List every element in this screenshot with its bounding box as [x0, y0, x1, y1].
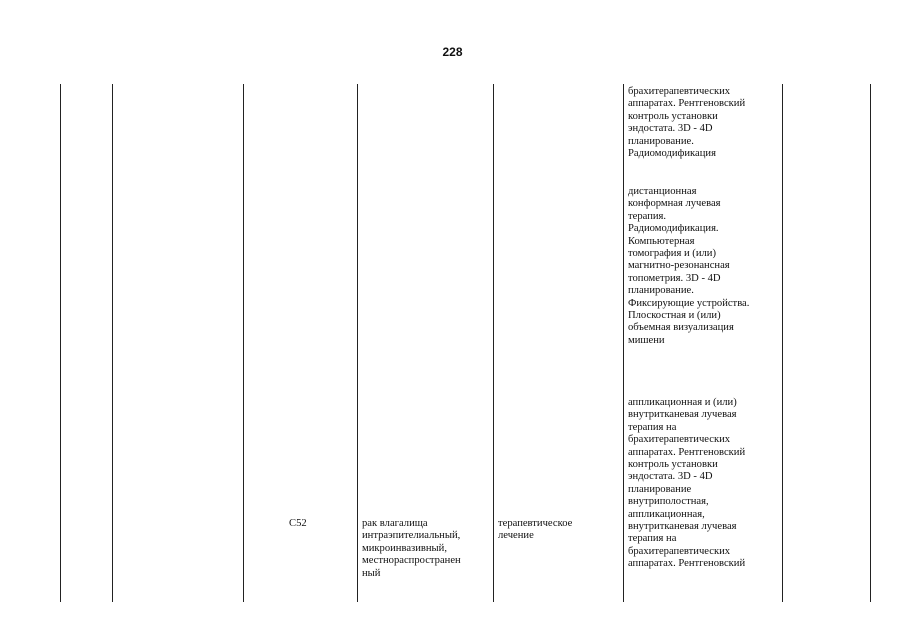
- treatment-method-block: брахитерапевтических аппаратах. Рентгеновский контроль установки эндостата. 3D - 4D планирование. Радиомодификация: [628, 86, 746, 160]
- column-divider: [112, 84, 113, 602]
- column-divider: [357, 84, 358, 602]
- column-divider: [623, 84, 624, 602]
- treatment-method-block: аппликационная и (или) внутритканевая лучевая терапия на брахитерапевтических аппаратах. Рентгеновский контроль установки эндостата. 3D - 4D планирование внутриполостная, аппликационная, внутритканевая лучевая терапия на брахитерапевтических аппаратах. Рентгеновский: [628, 397, 746, 570]
- column-divider: [243, 84, 244, 602]
- treatment-method-block: дистанционная конформная лучевая терапия. Радиомодификация. Компьютерная томография и (или) магнитно-резонансная топометрия. 3D - 4D планирование. Фиксирующие устройства. Плоскостная и (или) объемная визуализация мишени: [628, 186, 750, 346]
- diagnosis-description: рак влагалища интраэпителиальный, микроинвазивный, местнораспространен ный: [362, 518, 461, 579]
- treatment-type: терапевтическое лечение: [498, 518, 573, 542]
- column-divider: [493, 84, 494, 602]
- table-border-left: [60, 84, 61, 602]
- page-number: 228: [442, 45, 463, 59]
- diagnosis-code: C52: [289, 518, 307, 529]
- table-border-right: [870, 84, 871, 602]
